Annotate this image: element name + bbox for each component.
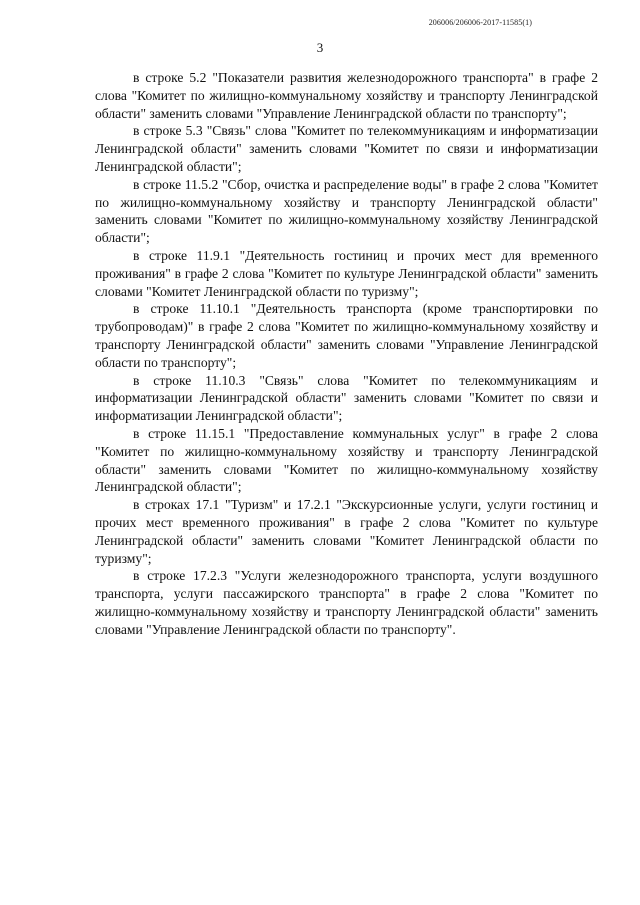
- document-id: 206006/206006-2017-11585(1): [428, 18, 532, 27]
- paragraph-lines-17-1-and-17-2-1: в строках 17.1 "Туризм" и 17.2.1 "Экскурсионные услуги, услуги гостиниц и прочих мест временного проживания" в графе 2 слова "Комитет по культуре Ленинградской области" заменить словами "Комитет Ленинградской области по туризму";: [95, 497, 598, 566]
- paragraph-line-11-10-1: в строке 11.10.1 "Деятельность транспорта (кроме транспортировки по трубопроводам)" в графе 2 слова "Комитет по жилищно-коммунальному хозяйству и транспорту Ленинградской области" заменить словами "Управление Ленинградской области по транспорту";: [95, 301, 598, 370]
- paragraph-line-5-2: в строке 5.2 "Показатели развития железнодорожного транспорта" в графе 2 слова "Комитет по жилищно-коммунальному хозяйству и транспорту Ленинградской области" заменить словами "Управление Ленинградской области по транспорту";: [95, 70, 598, 121]
- document-body: [95, 69, 598, 639]
- paragraph-line-11-5-2: в строке 11.5.2 "Сбор, очистка и распределение воды" в графе 2 слова "Комитет по жилищно-коммунальному хозяйству и транспорту Ленинградской области" заменить словами "Комитет по жилищно-коммунальному хозяйству Ленинградской области";: [95, 176, 598, 246]
- page-number: 3: [316, 40, 324, 55]
- paragraph-line-11-9-1: в строке 11.9.1 "Деятельность гостиниц и прочих мест для временного проживания" в графе 2 слова "Комитет по культуре Ленинградской области" заменить словами "Комитет Ленинградской области по туризму";: [95, 247, 598, 299]
- paragraph-line-11-10-3: в строке 11.10.3 "Связь" слова "Комитет по телекоммуникациям и информатизации Ленинградской области" заменить словами "Комитет по связи и информатизации Ленинградской области";: [95, 372, 598, 424]
- paragraph-line-5-3: в строке 5.3 "Связь" слова "Комитет по телекоммуникациям и информатизации Ленинградской области" заменить словами "Комитет по связи и информатизации Ленинградской области";: [95, 123, 598, 174]
- paragraph-line-17-2-3: в строке 17.2.3 "Услуги железнодорожного транспорта, услуги воздушного транспорта, услуги пассажирского транспорта" в графе 2 слова "Комитет по жилищно-коммунальному хозяйству и транспорту Ленинградской области" заменить словами "Управление Ленинградской области по транспорту".: [95, 568, 598, 637]
- paragraph-line-11-15-1: в строке 11.15.1 "Предоставление коммунальных услуг" в графе 2 слова "Комитет по жилищно-коммунальному хозяйству и транспорту Ленинградской области" заменить словами "Комитет по жилищно-коммунальному хозяйству Ленинградской области";: [95, 425, 598, 495]
